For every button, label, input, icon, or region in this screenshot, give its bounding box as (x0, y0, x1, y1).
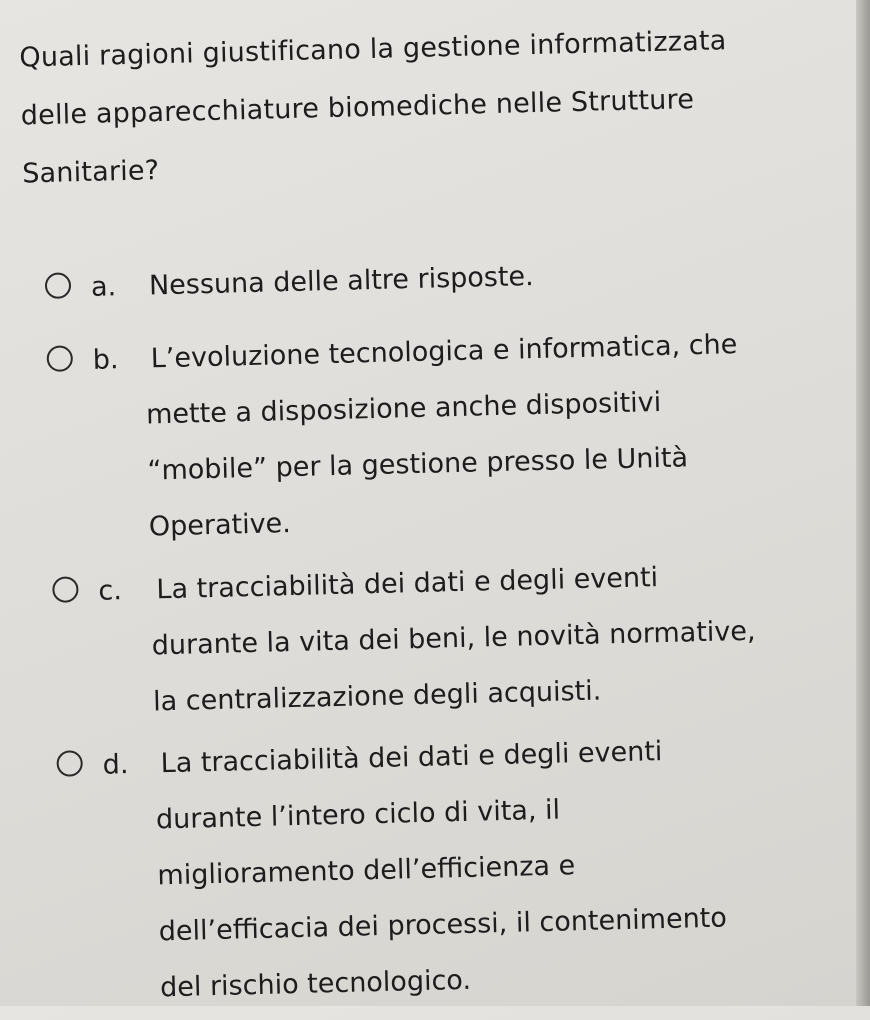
option-line: Operative. (148, 508, 292, 543)
radio-button-b[interactable] (46, 345, 73, 372)
option-line: durante la vita dei beni, le novità normative, (151, 615, 756, 662)
option-letter: b. (92, 344, 119, 376)
option-line: miglioramento dell’efficienza e (157, 850, 576, 892)
radio-button-d[interactable] (56, 750, 83, 777)
answer-option-a[interactable] (44, 242, 835, 317)
option-line: dell’efficacia dei processi, il contenimento (158, 902, 728, 948)
option-letter: a. (90, 271, 117, 303)
option-line: durante l’intero ciclo di vita, il (155, 794, 561, 836)
answer-option-c[interactable] (52, 546, 846, 733)
option-line: “mobile” per la gestione presso le Unità (147, 442, 689, 487)
option-line: del rischio tecnologico. (159, 964, 472, 1004)
question-line: delle apparecchiature biomediche nelle Strutture (20, 84, 695, 132)
option-line: mette a disposizione anche dispositivi (145, 386, 662, 431)
option-line: la centralizzazione degli acquisti. (152, 675, 602, 718)
option-letter: c. (98, 575, 123, 607)
question-line: Sanitarie? (21, 155, 160, 190)
option-line: La tracciabilità dei dati e degli eventi (160, 736, 663, 780)
option-line: Nessuna delle altre risposte. (148, 261, 535, 302)
option-line: L’evoluzione tecnologica e informatica, che (150, 329, 738, 375)
option-text (145, 315, 845, 556)
answer-option-d[interactable] (56, 720, 853, 1019)
option-line: La tracciabilità dei dati e degli eventi (156, 562, 659, 606)
option-text (148, 242, 839, 315)
option-letter: d. (102, 749, 129, 781)
question-line: Quali ragioni giustificano la gestione informatizzata (19, 25, 727, 74)
question-text (19, 10, 813, 203)
option-text (151, 546, 850, 731)
answer-option-b[interactable] (46, 315, 841, 558)
option-text (155, 719, 857, 1016)
radio-button-a[interactable] (45, 272, 72, 299)
radio-button-c[interactable] (52, 576, 79, 603)
